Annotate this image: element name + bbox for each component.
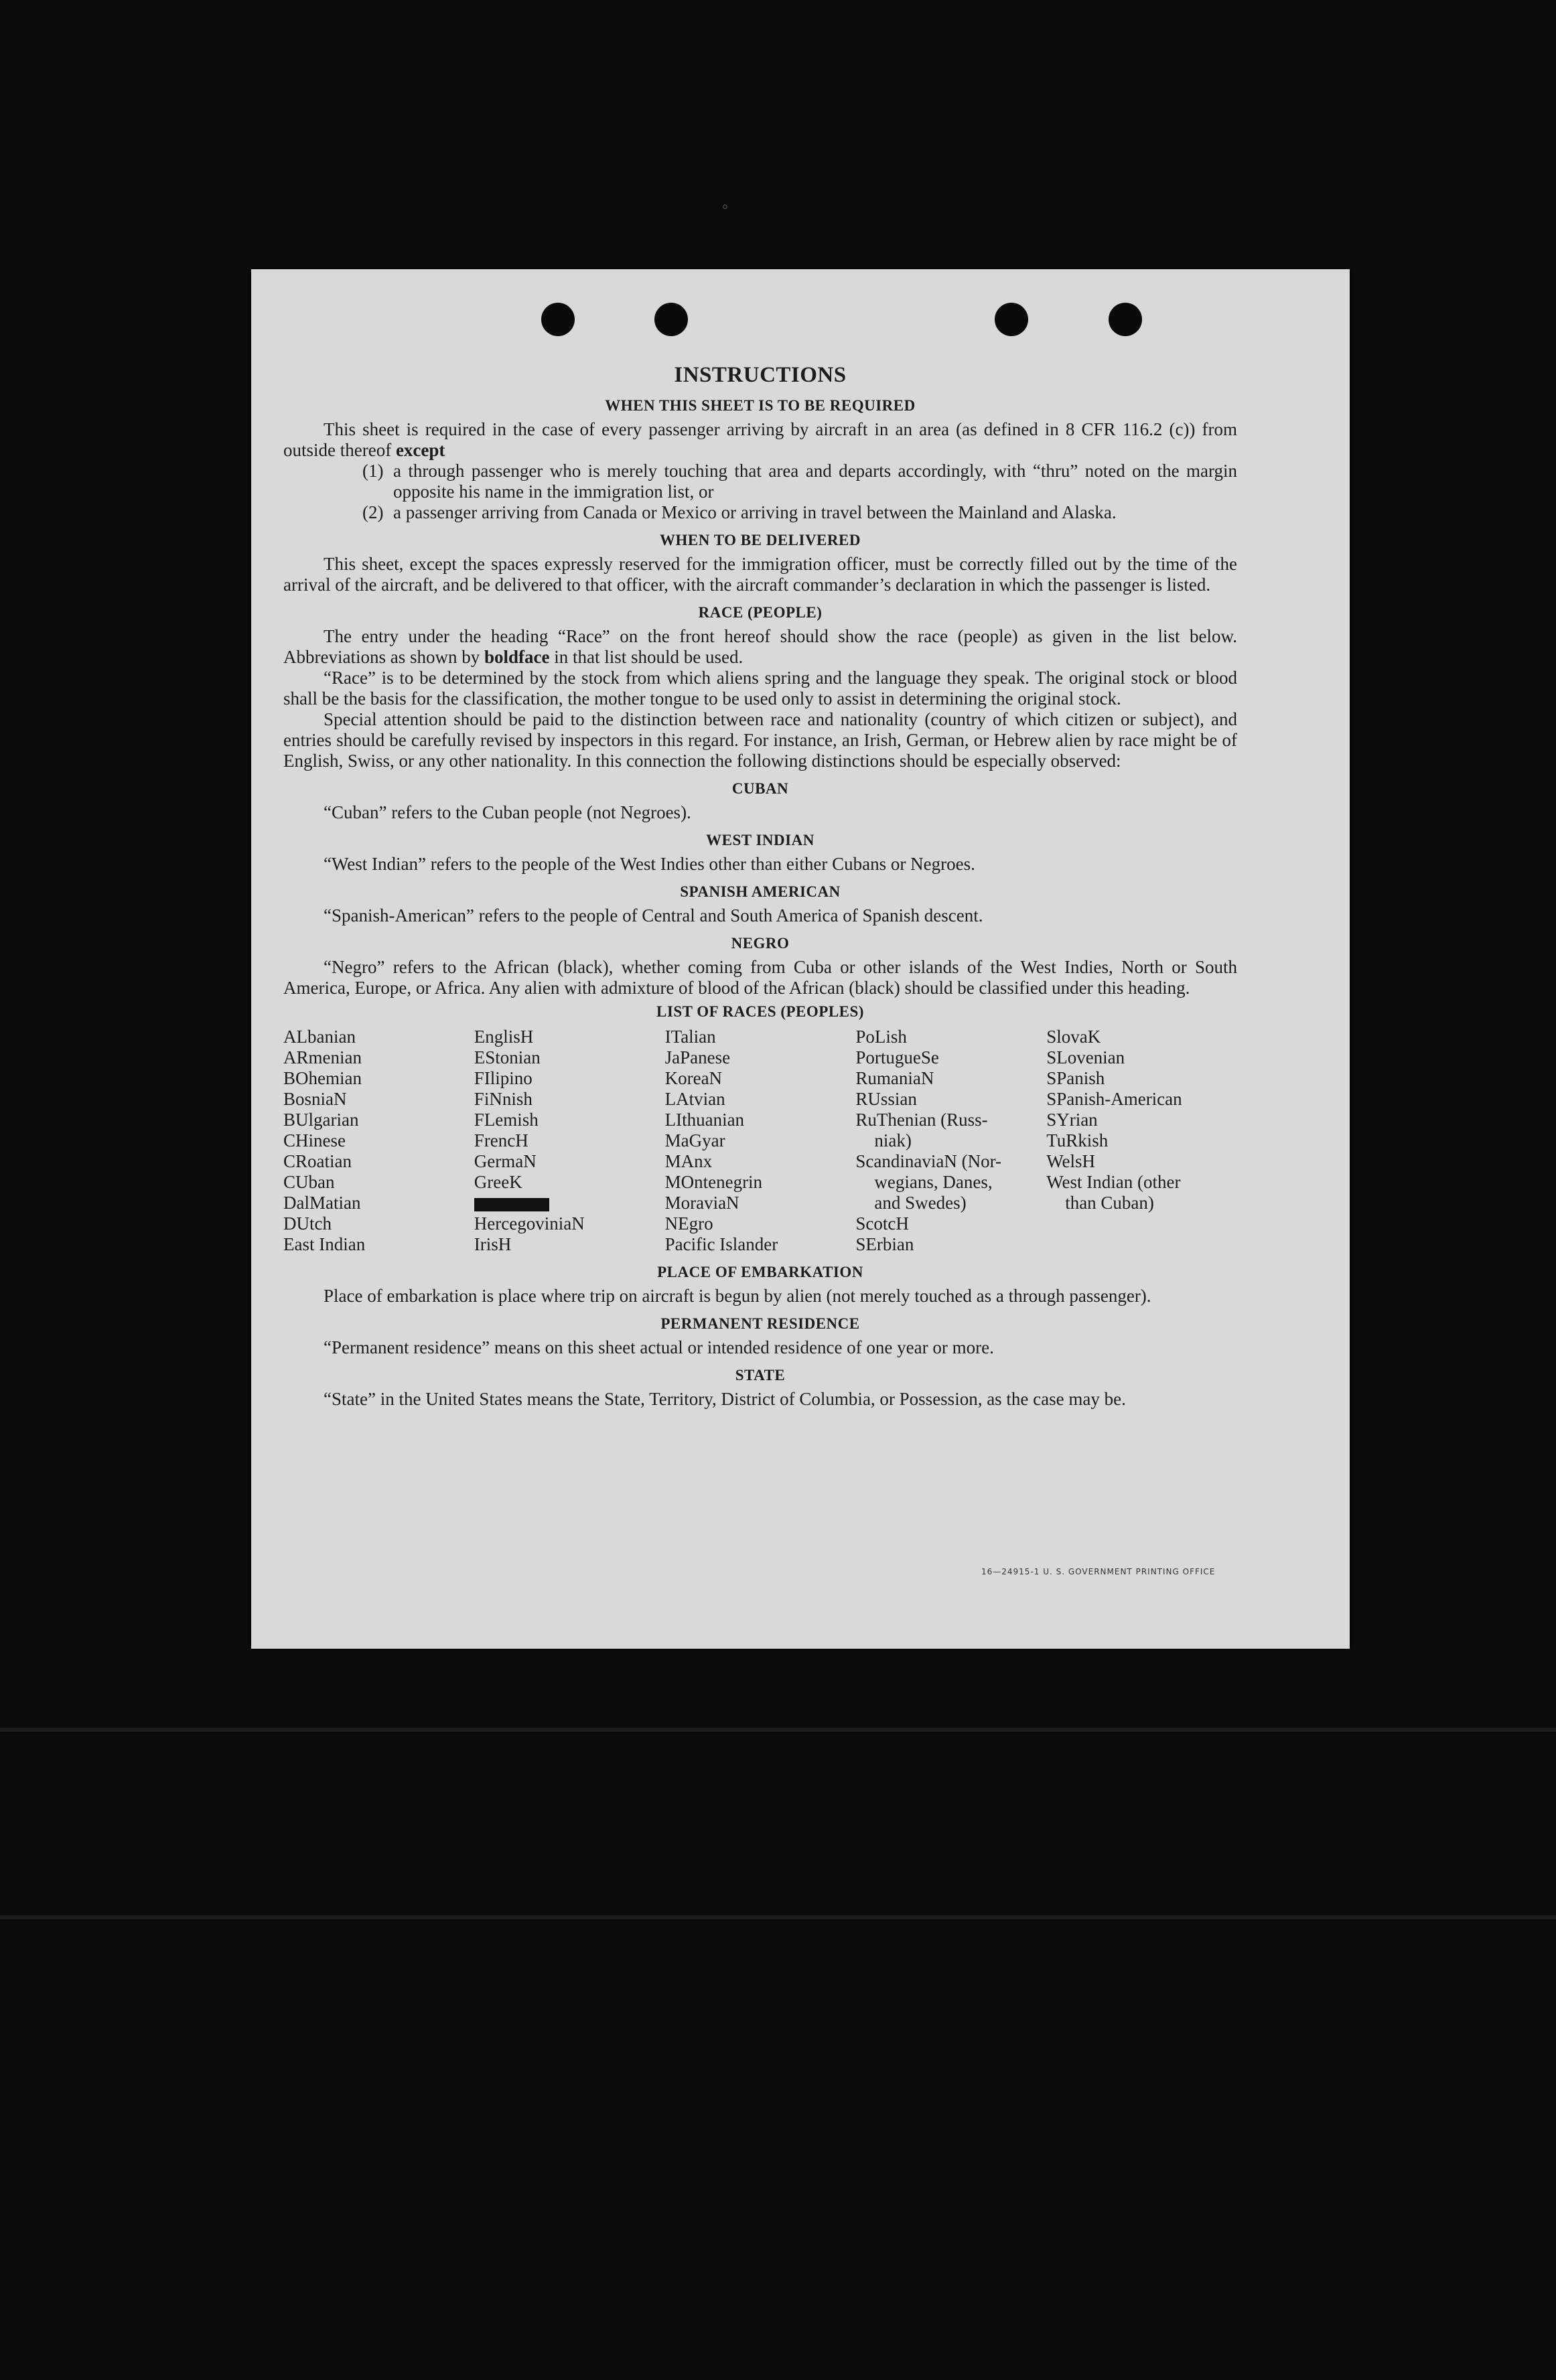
para-embarkation: Place of embarkation is place where trip on aircraft is begun by alien (not merely touched as a through passenger).	[324, 1286, 1151, 1306]
printer-footer: 16—24915-1 U. S. GOVERNMENT PRINTING OFFICE	[981, 1567, 1216, 1576]
race-item: ITalian	[664, 1027, 716, 1047]
heading-when-delivered: WHEN TO BE DELIVERED	[660, 532, 861, 548]
race-item: SErbian	[855, 1234, 914, 1254]
race-item: BUlgarian	[283, 1110, 359, 1130]
item-number: (1)	[362, 461, 384, 481]
race-item: ARmenian	[283, 1047, 362, 1067]
race-item: TuRkish	[1046, 1130, 1109, 1150]
heading-embarkation: PLACE OF EMBARKATION	[657, 1264, 863, 1280]
race-item: ScotcH	[855, 1213, 909, 1234]
race-item: PortugueSe	[855, 1047, 939, 1067]
race-item: BosniaN	[283, 1089, 347, 1109]
item-number: (2)	[362, 502, 384, 522]
punch-hole-4	[1109, 303, 1142, 336]
races-column-1	[283, 1027, 474, 1255]
punch-hole-3	[995, 303, 1028, 336]
item-text: a passenger arriving from Canada or Mexico or arriving in travel between the Mainland and Alaska.	[393, 502, 1117, 522]
race-item: SPanish-American	[1046, 1089, 1182, 1109]
races-column-4	[855, 1027, 1046, 1255]
race-item: FLemish	[474, 1110, 539, 1130]
race-item: GreeK	[474, 1172, 522, 1192]
race-item: JaPanese	[664, 1047, 731, 1067]
heading-residence: PERMANENT RESIDENCE	[660, 1315, 860, 1332]
para-residence: “Permanent residence” means on this sheet actual or intended residence of one year or more.	[324, 1337, 994, 1357]
race-item: MAnx	[664, 1151, 713, 1171]
race-item: MoraviaN	[664, 1193, 739, 1213]
race-item: SlovaK	[1046, 1027, 1101, 1047]
heading-west-indian: WEST INDIAN	[706, 832, 815, 848]
heading-state: STATE	[735, 1367, 786, 1384]
race-item: FiNnish	[474, 1089, 533, 1109]
item-text: a through passenger who is merely touching that area and departs accordingly, with “thru” noted on the margin opposite his name in the immigration list, or	[393, 461, 1237, 502]
heading-cuban: CUBAN	[731, 780, 789, 797]
race-item: RUssian	[855, 1089, 917, 1109]
races-list	[283, 1027, 1237, 1255]
punch-hole-2	[654, 303, 688, 336]
race-item: East Indian	[283, 1234, 366, 1254]
para-state: “State” in the United States means the State, Territory, District of Columbia, or Possession, as the case may be.	[324, 1389, 1126, 1409]
race-item: CHinese	[283, 1130, 346, 1150]
race-item: KoreaN	[664, 1068, 723, 1088]
races-column-3	[665, 1027, 856, 1255]
races-column-2	[474, 1027, 665, 1255]
race-item: IrisH	[474, 1234, 512, 1254]
race-item: PoLish	[855, 1027, 907, 1047]
race-item: RuThenian (Russ-	[855, 1110, 988, 1130]
race-item-continued: wegians, Danes,	[874, 1172, 993, 1192]
para-race-1	[283, 626, 1237, 668]
para-cuban: “Cuban” refers to the Cuban people (not Negroes).	[324, 802, 691, 822]
race-item: ScandinaviaN (Nor-	[855, 1151, 1002, 1171]
page-title: INSTRUCTIONS	[674, 363, 847, 387]
race-item: HercegoviniaN	[474, 1213, 585, 1234]
race-item: FrencH	[474, 1130, 528, 1150]
race-item-continued: than Cuban)	[1065, 1193, 1154, 1213]
race-item: GermaN	[474, 1151, 537, 1171]
redaction-mark	[474, 1198, 549, 1211]
heading-when-required: WHEN THIS SHEET IS TO BE REQUIRED	[605, 397, 916, 414]
heading-race: RACE (PEOPLE)	[698, 604, 823, 621]
race-item: CRoatian	[283, 1151, 352, 1171]
race-item: CUban	[283, 1172, 335, 1192]
race-item: LIthuanian	[664, 1110, 745, 1130]
para-spanish-american: “Spanish-American” refers to the people of Central and South America of Spanish descent.	[324, 905, 983, 925]
race-item: DUtch	[283, 1213, 332, 1234]
para-required-text: This sheet is required in the case of every passenger arriving by aircraft in an area (as defined in 8 CFR 116.2 (c)) from outside thereof	[283, 419, 1237, 460]
race-item: SLovenian	[1046, 1047, 1125, 1067]
race-item: SYrian	[1046, 1110, 1098, 1130]
para-race-2: “Race” is to be determined by the stock from which aliens spring and the language they speak. The original stock or blood shall be the basis for the classification, the mother tongue to be used only to assist in determining the original stock.	[283, 668, 1237, 709]
boldface-word: boldface	[484, 647, 550, 667]
race-item: DalMatian	[283, 1193, 361, 1213]
para-west-indian: “West Indian” refers to the people of the West Indies other than either Cubans or Negroes.	[324, 854, 975, 874]
race-item: RumaniaN	[855, 1068, 934, 1088]
race-item: EnglisH	[474, 1027, 534, 1047]
heading-spanish-american: SPANISH AMERICAN	[680, 883, 841, 900]
except-word: except	[395, 440, 445, 460]
heading-list-of-races: LIST OF RACES (PEOPLES)	[656, 1003, 864, 1020]
heading-negro: NEGRO	[731, 935, 790, 952]
race-item-continued: niak)	[874, 1130, 912, 1150]
race-text-a: The entry under the heading “Race” on the front hereof should show the race (people) as given in the list below. Abbreviations as shown by	[283, 626, 1237, 667]
race-item: West Indian (other	[1046, 1172, 1181, 1192]
race-item: EStonian	[474, 1047, 541, 1067]
races-column-5	[1046, 1027, 1237, 1255]
race-item: ALbanian	[283, 1027, 356, 1047]
scan-band-1	[0, 1728, 1556, 1732]
race-item-continued: and Swedes)	[874, 1193, 967, 1213]
para-race-3: Special attention should be paid to the distinction between race and nationality (country of which citizen or subject), and entries should be carefully revised by inspectors in this regard. For instance, an Irish, German, or Hebrew alien by race might be of English, Swiss, or any other nationality. In this connection the following distinctions should be especially observed:	[283, 709, 1237, 771]
race-item: FIlipino	[474, 1068, 533, 1088]
scan-band-2	[0, 1915, 1556, 1919]
instructions-sheet	[283, 362, 1237, 1410]
race-item: WelsH	[1046, 1151, 1096, 1171]
race-text-c: in that list should be used.	[554, 647, 744, 667]
redacted-race-item	[474, 1193, 665, 1213]
exception-item-2	[283, 502, 1237, 523]
punch-hole-1	[541, 303, 575, 336]
para-negro: “Negro” refers to the African (black), whether coming from Cuba or other islands of the West Indies, North or South America, Europe, or Africa. Any alien with admixture of blood of the African (black) should be classified under this heading.	[283, 957, 1237, 998]
race-item: MaGyar	[664, 1130, 725, 1150]
scanner-mark: °	[722, 201, 728, 218]
para-delivered: This sheet, except the spaces expressly reserved for the immigration officer, must be correctly filled out by the time of the arrival of the aircraft, and be delivered to that officer, with the aircraft commander’s declaration in which the passenger is listed.	[283, 554, 1237, 595]
race-item: LAtvian	[664, 1089, 725, 1109]
para-required	[283, 419, 1237, 461]
race-item: NEgro	[664, 1213, 713, 1234]
race-item: Pacific Islander	[664, 1234, 778, 1254]
document-page	[251, 269, 1350, 1649]
exception-item-1	[283, 461, 1237, 502]
race-item: BOhemian	[283, 1068, 362, 1088]
race-item: SPanish	[1046, 1068, 1105, 1088]
race-item: MOntenegrin	[664, 1172, 763, 1192]
